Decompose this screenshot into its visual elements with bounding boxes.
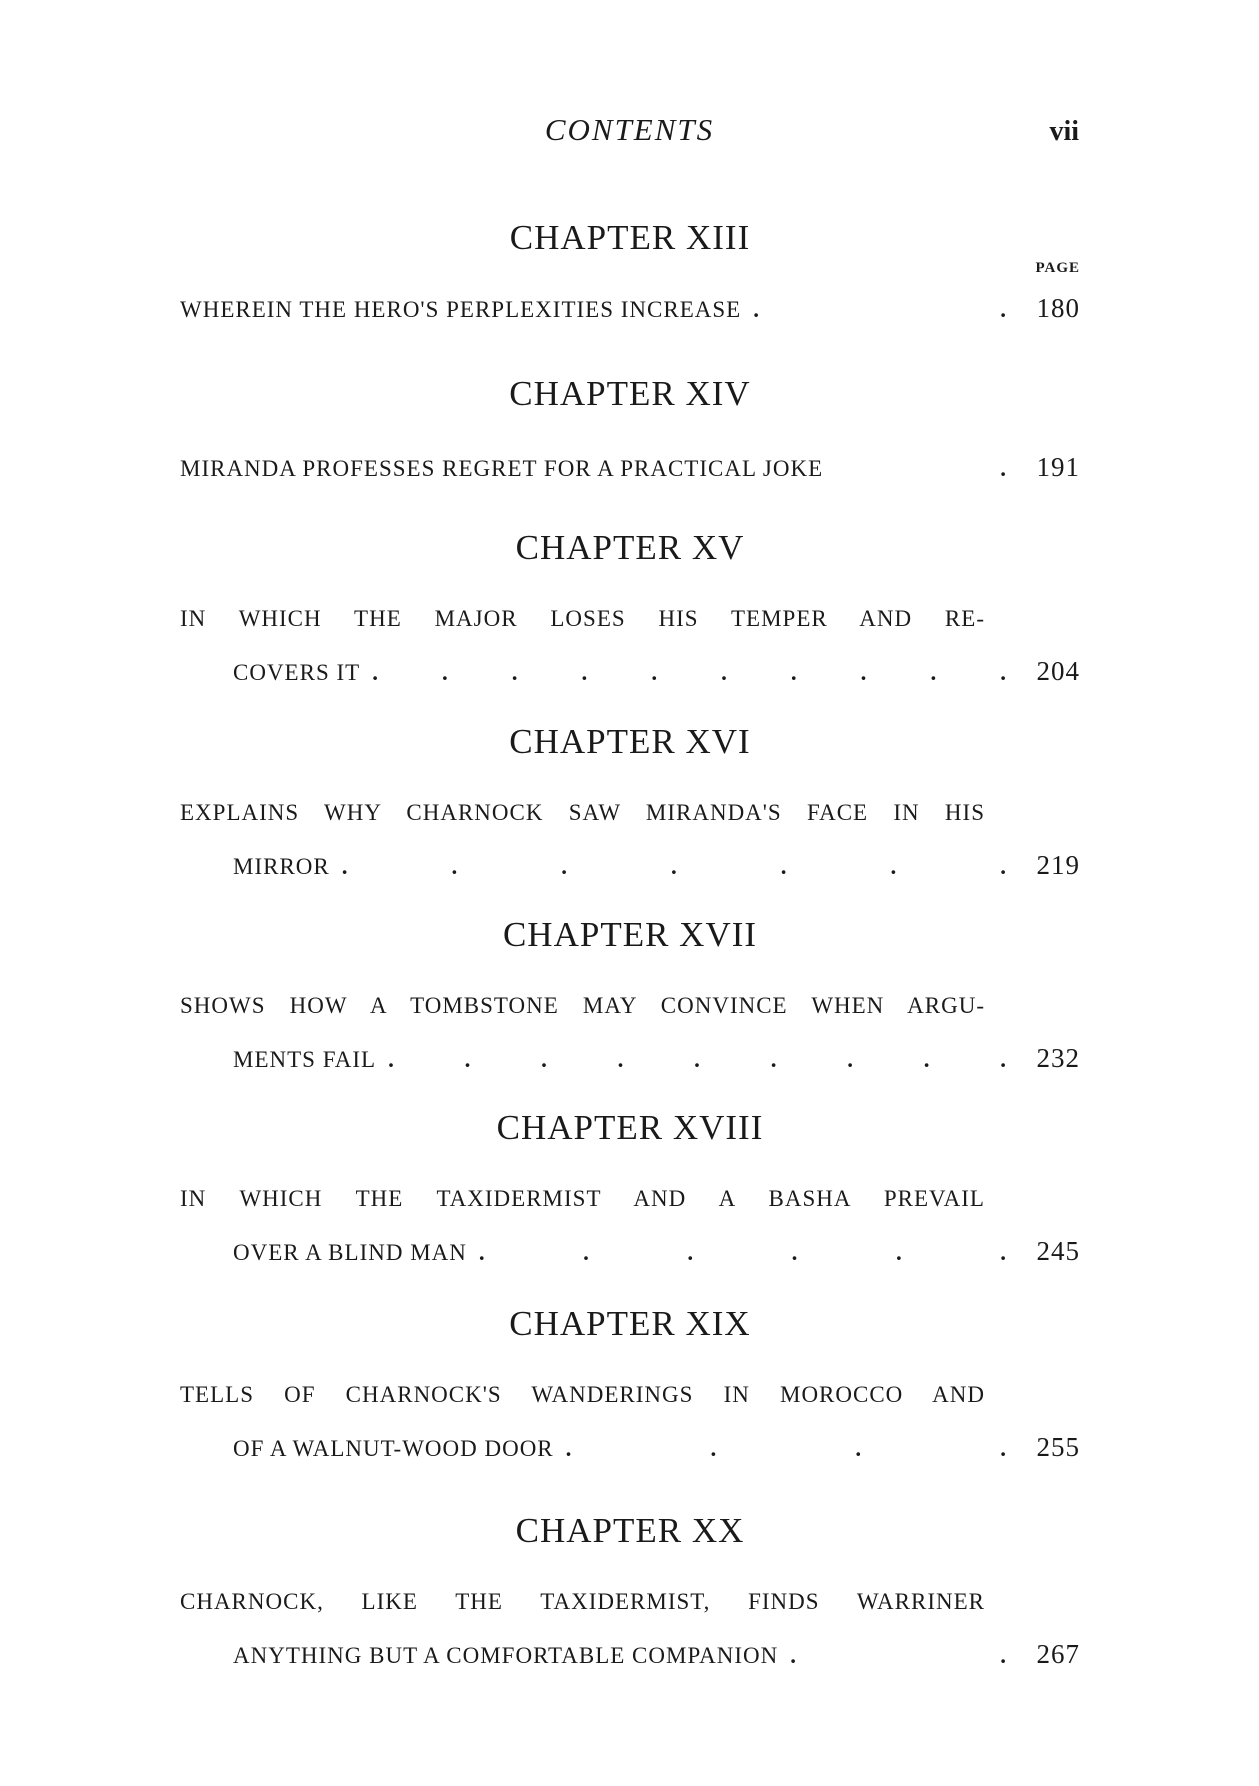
toc-entry[interactable] xyxy=(233,656,1080,687)
dot-leaders: . . xyxy=(790,1643,1006,1668)
page-column-label: PAGE xyxy=(1035,260,1080,276)
chapter-title: CHAPTER XVII xyxy=(502,915,758,954)
dot-leaders: . . xyxy=(753,297,1006,322)
toc-entry-line: EXPLAINS WHY CHARNOCK SAW MIRANDA'S FACE IN HIS xyxy=(180,800,985,825)
chapter-title: CHAPTER XVI xyxy=(509,722,751,761)
toc-entry[interactable] xyxy=(233,1432,1080,1463)
entry-page-number: 191 xyxy=(1036,452,1080,482)
entry-text: ANYTHING BUT A COMFORTABLE COMPANION xyxy=(233,1643,779,1668)
entry-page-number: 204 xyxy=(1036,656,1080,686)
toc-entry[interactable] xyxy=(180,293,1080,324)
entry-text: MIRROR xyxy=(233,854,330,879)
chapter-title: CHAPTER XX xyxy=(515,1511,745,1550)
chapter-title: CHAPTER XVIII xyxy=(496,1108,764,1147)
dot-leaders: . xyxy=(1000,456,1006,481)
chapter-title: CHAPTER XIX xyxy=(509,1304,751,1343)
entry-text: MENTS FAIL xyxy=(233,1047,377,1072)
toc-entry[interactable] xyxy=(233,1639,1080,1670)
running-title: CONTENTS xyxy=(544,112,715,147)
chapter-title: CHAPTER XV xyxy=(515,528,745,567)
chapter-title: CHAPTER XIV xyxy=(509,374,751,413)
entry-page-number: 180 xyxy=(1036,293,1080,323)
entry-text: MIRANDA PROFESSES REGRET FOR A PRACTICAL JOKE xyxy=(180,456,824,481)
entry-page-number: 245 xyxy=(1036,1236,1080,1266)
toc-entry-line: IN WHICH THE TAXIDERMIST AND A BASHA PREVAIL xyxy=(180,1186,985,1211)
entry-page-number: 255 xyxy=(1036,1432,1080,1462)
entry-text: COVERS IT xyxy=(233,660,361,685)
toc-entry[interactable] xyxy=(233,850,1080,881)
entry-page-number: 232 xyxy=(1036,1043,1080,1073)
running-head xyxy=(0,112,1259,152)
entry-page-number: 267 xyxy=(1036,1639,1080,1669)
dot-leaders: . . . . . . . xyxy=(341,854,1006,879)
dot-leaders: . . . . . . . . . . xyxy=(372,660,1006,685)
dot-leaders: . . . . xyxy=(565,1436,1006,1461)
entry-text: OF A WALNUT-WOOD DOOR xyxy=(233,1436,554,1461)
toc-entry-line: CHARNOCK, LIKE THE TAXIDERMIST, FINDS WARRINER xyxy=(180,1589,985,1614)
toc-entry[interactable] xyxy=(180,452,1080,483)
chapter-title: CHAPTER XIII xyxy=(509,218,751,257)
toc-entry[interactable] xyxy=(233,1043,1080,1074)
entry-page-number: 219 xyxy=(1036,850,1080,880)
dot-leaders: . . . . . . . . . xyxy=(388,1047,1006,1072)
toc-entry-line: SHOWS HOW A TOMBSTONE MAY CONVINCE WHEN ARGU- xyxy=(180,993,985,1018)
page-number: vii xyxy=(1049,116,1079,147)
entry-text: WHEREIN THE HERO'S PERPLEXITIES INCREASE xyxy=(180,297,742,322)
dot-leaders: . . . . . . xyxy=(478,1240,1006,1265)
toc-entry[interactable] xyxy=(233,1236,1080,1267)
toc-entry-line: IN WHICH THE MAJOR LOSES HIS TEMPER AND RE- xyxy=(180,606,985,631)
entry-text: OVER A BLIND MAN xyxy=(233,1240,467,1265)
toc-entry-line: TELLS OF CHARNOCK'S WANDERINGS IN MOROCCO AND xyxy=(180,1382,985,1407)
